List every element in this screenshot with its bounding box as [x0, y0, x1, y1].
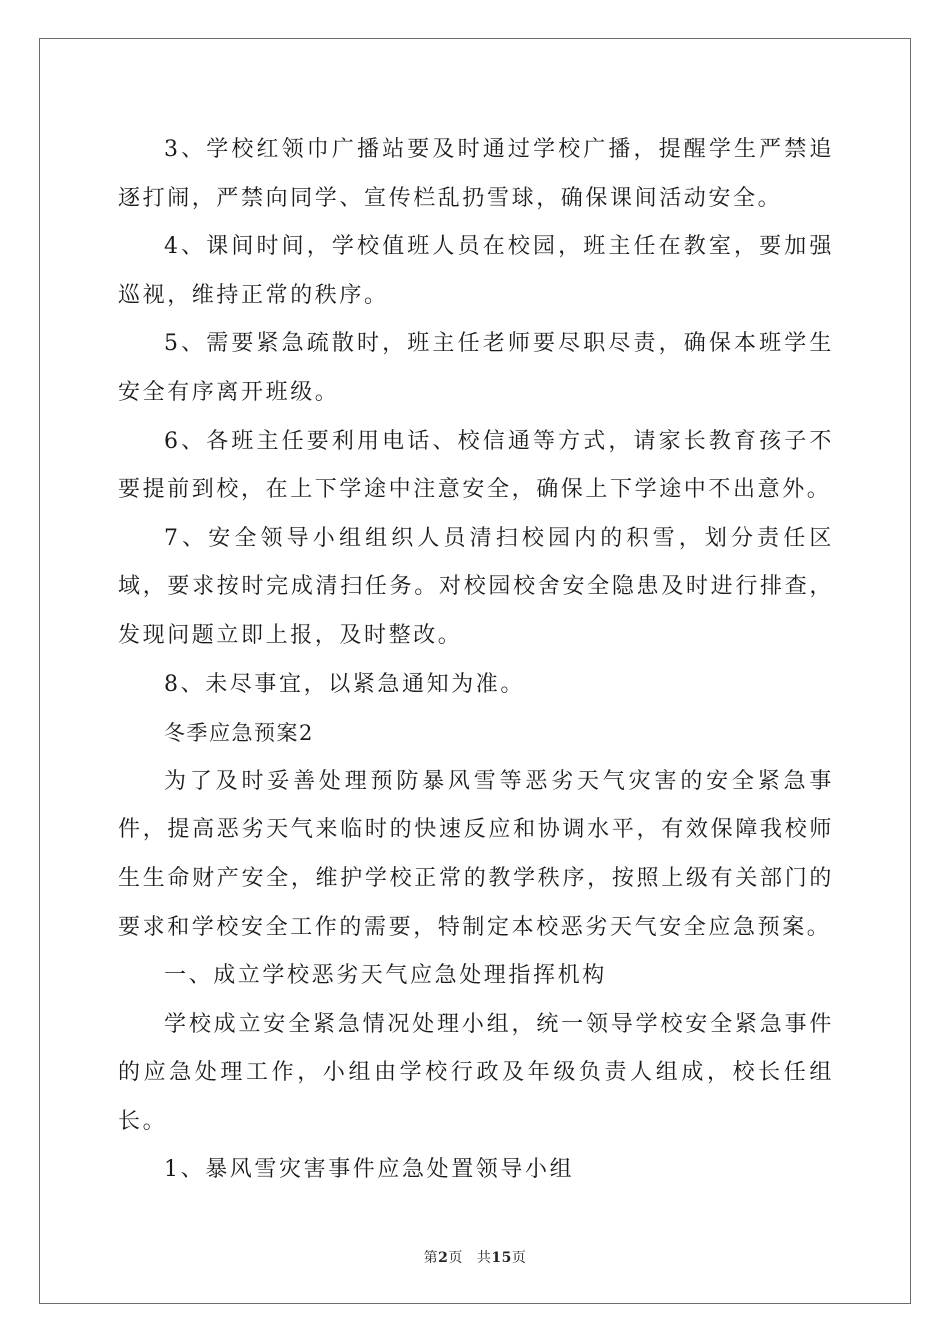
- paragraph-item-8: 8、未尽事宜，以紧急通知为准。: [164, 671, 525, 697]
- page-prefix: 第: [423, 1250, 439, 1266]
- paragraph-item-5: 5、需要紧急疏散时，班主任老师要尽职尽责，确保本班学生安全有序离开班级。: [118, 331, 834, 405]
- list-item-heading: 1、暴风雪灾害事件应急处置领导小组: [164, 1157, 575, 1183]
- total-prefix: 共: [476, 1250, 492, 1266]
- paragraph-item-6: 6、各班主任要利用电话、校信通等方式，请家长教育孩子不要提前到校，在上下学途中注意安全，确保上下学途中不出意外。: [118, 428, 834, 503]
- page-suffix: 页: [448, 1250, 463, 1266]
- total-suffix: 页: [511, 1250, 527, 1266]
- intro-paragraph: 为了及时妥善处理预防暴风雪等恶劣天气灾害的安全紧急事件，提高恶劣天气来临时的快速反应和协调水平，有效保障我校师生生命财产安全，维护学校正常的教学秩序，按照上级有关部门的要求和学校安全工作的需要，特制定本校恶劣天气安全应急预案。: [118, 768, 834, 940]
- page-footer: [0, 1247, 950, 1267]
- section-title: 冬季应急预案2: [164, 721, 314, 746]
- total-pages: 15: [491, 1250, 512, 1266]
- body-paragraph: 学校成立安全紧急情况处理小组，统一领导学校安全紧急事件的应急处理工作，小组由学校行政及年级负责人组成，校长任组长。: [118, 1011, 834, 1134]
- paragraph-item-3: 3、学校红领巾广播站要及时通过学校广播，提醒学生严禁追逐打闹，严禁向同学、宣传栏乱扔雪球，确保课间活动安全。: [118, 137, 834, 211]
- page-number: 2: [438, 1250, 449, 1266]
- document-body: [118, 126, 834, 1195]
- subsection-heading: 一、成立学校恶劣天气应急处理指挥机构: [164, 963, 607, 989]
- paragraph-item-4: 4、课间时间，学校值班人员在校园，班主任在教室，要加强巡视，维持正常的秩序。: [118, 234, 834, 308]
- paragraph-item-7: 7、安全领导小组组织人员清扫校园内的积雪，划分责任区域，要求按时完成清扫任务。对校园校舍安全隐患及时进行排查，发现问题立即上报，及时整改。: [118, 525, 834, 648]
